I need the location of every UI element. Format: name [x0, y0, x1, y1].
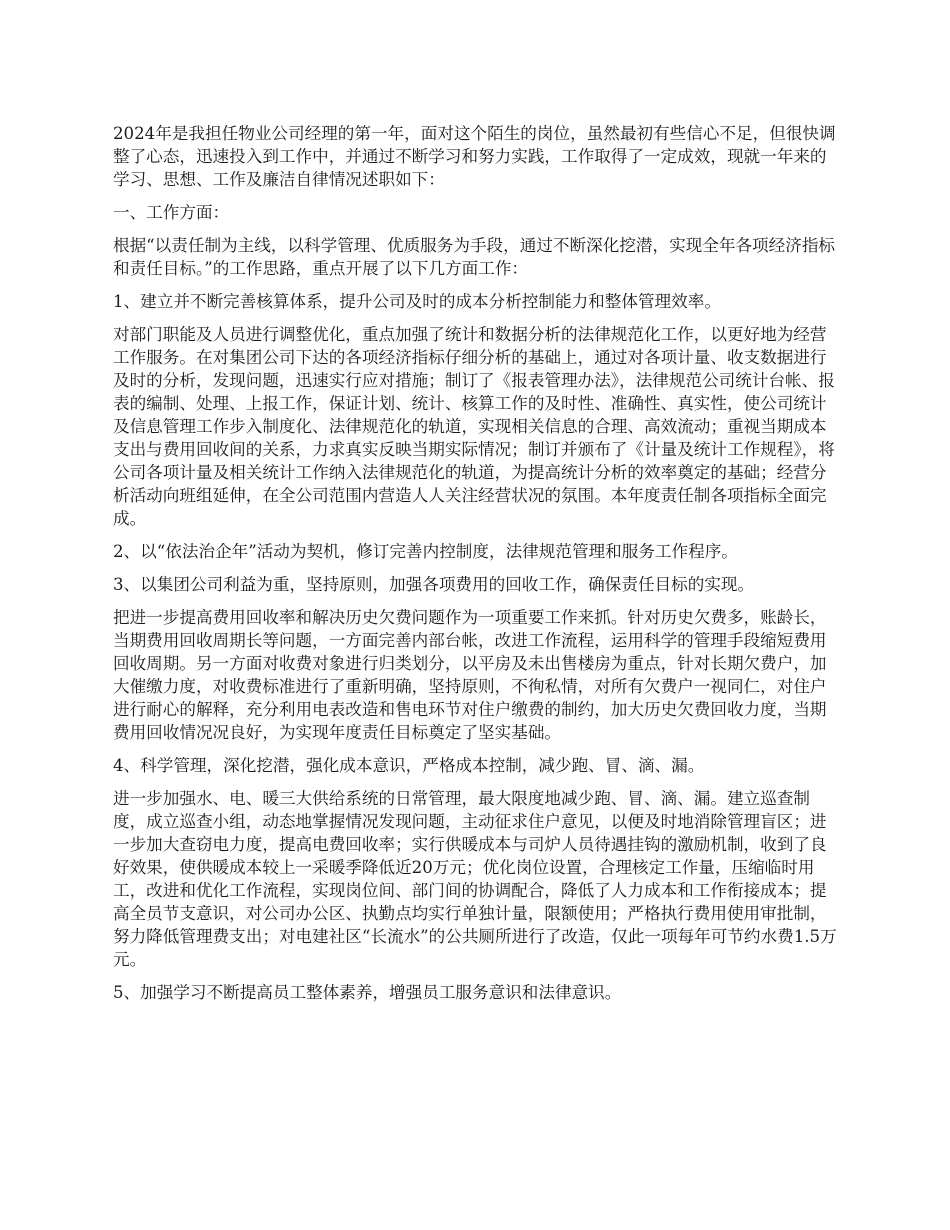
- document-body: [113, 122, 840, 1014]
- item-3-heading: 3、以集团公司利益为重，坚持原则，加强各项费用的回收工作，确保责任目标的实现。: [113, 575, 755, 594]
- section-heading-work: 一、工作方面：: [113, 203, 230, 222]
- work-approach-paragraph: 根据“以责任制为主线，以科学管理、优质服务为手段，通过不断深化挖潜，实现全年各项经济指标和责任目标。”的工作思路，重点开展了以下几方面工作：: [113, 236, 836, 278]
- item-1-heading: 1、建立并不断完善核算体系，提升公司及时的成本分析控制能力和整体管理效率。: [113, 292, 721, 311]
- item-3-detail: 把进一步提高费用回收率和解决历史欠费问题作为一项重要工作来抓。针对历史欠费多，账龄长，当期费用回收周期长等问题，一方面完善内部台帐，改进工作流程，运用科学的管理手段缩短费用回收周期。另一方面对收费对象进行归类划分，以平房及未出售楼房为重点，针对长期欠费户，加大催缴力度，对收费标准进行了重新明确，坚持原则，不徇私情，对所有欠费户一视同仁，对住户进行耐心的解释，充分利用电表改造和售电环节对住户缴费的制约，加大历史欠费回收力度，当期费用回收情况况良好，为实现年度责任目标奠定了坚实基础。: [113, 608, 827, 742]
- item-2-heading: 2、以“依法治企年”活动为契机，修订完善内控制度，法律规范管理和服务工作程序。: [113, 542, 738, 561]
- intro-paragraph: 2024年是我担任物业公司经理的第一年，面对这个陌生的岗位，虽然最初有些信心不足，但很快调整了心态，迅速投入到工作中，并通过不断学习和努力实践，工作取得了一定成效，现就一年来的学习、思想、工作及廉洁自律情况述职如下：: [113, 124, 836, 189]
- item-5-heading: 5、加强学习不断提高员工整体素养，增强员工服务意识和法律意识。: [113, 983, 622, 1002]
- item-4-heading: 4、科学管理，深化挖潜，强化成本意识，严格成本控制，减少跑、冒、滴、漏。: [113, 756, 705, 775]
- item-4-detail: 进一步加强水、电、暖三大供给系统的日常管理，最大限度地减少跑、冒、滴、漏。建立巡查制度，成立巡查小组，动态地掌握情况发现问题，主动征求住户意见，以便及时地消除管理盲区；进一步加大查窃电力度，提高电费回收率；实行供暖成本与司炉人员待遇挂钩的激励机制，收到了良好效果，使供暖成本较上一采暖季降低近20万元；优化岗位设置，合理核定工作量，压缩临时用工，改进和优化工作流程，实现岗位间、部门间的协调配合，降低了人力成本和工作衔接成本；提高全员节支意识，对公司办公区、执勤点均实行单独计量，限额使用；严格执行费用使用审批制，努力降低管理费支出；对电建社区“长流水”的公共厕所进行了改造，仅此一项每年可节约水费1.5万元。: [113, 789, 837, 969]
- item-1-detail: 对部门职能及人员进行调整优化，重点加强了统计和数据分析的法律规范化工作，以更好地为经营工作服务。在对集团公司下达的各项经济指标仔细分析的基础上，通过对各项计量、收支数据进行及时的分析，发现问题，迅速实行应对措施；制订了《报表管理办法》，法律规范公司统计台帐、报表的编制、处理、上报工作，保证计划、统计、核算工作的及时性、准确性、真实性，使公司统计及信息管理工作步入制度化、法律规范化的轨道，实现相关信息的合理、高效流动；重视当期成本支出与费用回收间的关系，力求真实反映当期实际情况；制订并颁布了《计量及统计工作规程》，将公司各项计量及相关统计工作纳入法律规范化的轨道，为提高统计分析的效率奠定的基础；经营分析活动向班组延伸，在全公司范围内营造人人关注经营状况的氛围。本年度责任制各项指标全面完成。: [113, 325, 835, 528]
